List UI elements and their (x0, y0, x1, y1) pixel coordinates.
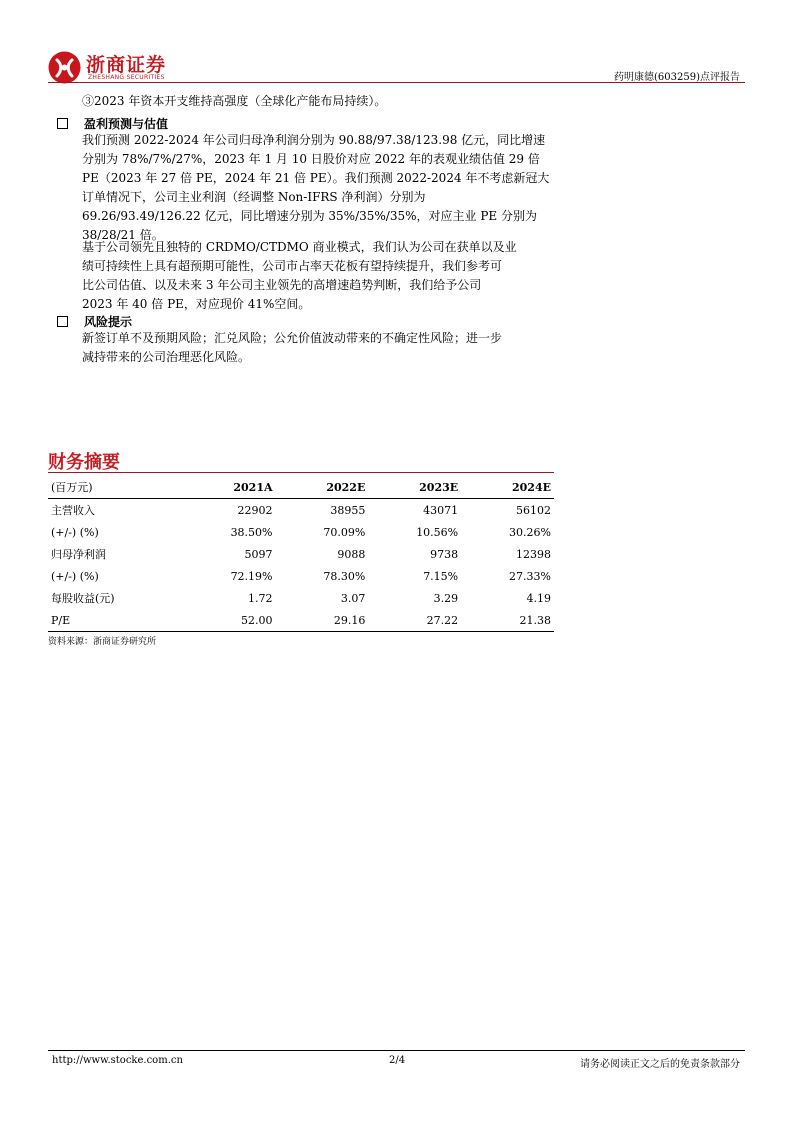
row-label: (+/-) (%) (51, 525, 99, 539)
table-cell: 38.50% (230, 525, 273, 539)
table-cell: 7.15% (423, 569, 459, 583)
table-cell: 27.33% (509, 569, 551, 583)
zheshang-logo-icon (48, 51, 81, 84)
row-label: (+/-) (%) (51, 569, 99, 583)
table-cell: 3.29 (433, 591, 459, 605)
table-cell: 3.07 (340, 591, 366, 605)
table-cell: 43071 (423, 503, 459, 517)
text-line: 新签订单不及预期风险；汇兑风险；公允价值波动带来的不确定性风险；进一步 (82, 331, 503, 345)
section-risk-title: 风险提示 (84, 315, 133, 329)
section-risk-heading (57, 313, 132, 330)
table-cell: 21.38 (461, 609, 554, 632)
footer-disclaimer: 请务必阅读正文之后的免责条款部分 (580, 1059, 740, 1070)
brand-name-cn: 浙商证券 (86, 54, 167, 76)
table-cell: 12398 (516, 547, 551, 561)
financial-summary-title: 财务摘要 (48, 452, 120, 473)
table-row (48, 587, 554, 609)
footer-divider (48, 1050, 745, 1051)
row-label: 归母净利润 (51, 548, 106, 561)
table-row (48, 543, 554, 565)
table-cell: 10.56% (416, 525, 459, 539)
table-cell: 56102 (516, 503, 551, 517)
table-cell: 27.22 (368, 609, 461, 632)
text-line: 绩可持续性上具有超预期可能性，公司市占率天花板有望持续提升，我们参考可 (82, 259, 503, 273)
valuation-paragraph-2 (82, 238, 552, 314)
header-divider (48, 82, 745, 83)
footer-website-link[interactable]: http://www.stocke.com.cn (52, 1055, 183, 1066)
table-row (48, 565, 554, 587)
table-row (48, 499, 554, 522)
data-source-note: 资料来源：浙商证券研究所 (48, 637, 157, 647)
table-header-row (48, 476, 554, 499)
table-cell: 4.19 (526, 591, 551, 605)
report-tag: 药明康德(603259)点评报告 (614, 72, 740, 83)
text-line: PE（2023 年 27 倍 PE，2024 年 21 倍 PE）。我们预测 2022-2024 年不考虑新冠大 (82, 171, 550, 185)
brand-name-en: ZHESHANG SECURITIES (88, 74, 165, 81)
table-cell: 52.00 (183, 609, 276, 632)
financial-summary-table (48, 476, 554, 632)
checkbox-bullet-icon (57, 316, 68, 327)
intro-line: ③2023 年资本开支维持高强度（全球化产能布局持续）。 (82, 94, 387, 108)
table-cell: 22902 (237, 503, 273, 517)
table-cell: 1.72 (248, 591, 273, 605)
text-line: 比公司估值、以及未来 3 年公司主业领先的高增速趋势判断，我们给予公司 (82, 278, 482, 292)
section-valuation-title: 盈利预测与估值 (84, 117, 169, 131)
text-line: 69.26/93.49/126.22 亿元，同比增速分别为 35%/35%/35%，对应主业 PE 分别为 (82, 209, 537, 223)
risk-paragraph (82, 329, 552, 367)
table-cell: 30.26% (509, 525, 551, 539)
row-label: P/E (48, 609, 183, 632)
table-cell: 5097 (244, 547, 273, 561)
text-line: 基于公司领先且独特的 CRDMO/CTDMO 商业模式，我们认为公司在获单以及业 (82, 240, 517, 254)
section-valuation-heading (57, 115, 168, 132)
column-header: 2023E (368, 476, 461, 499)
valuation-paragraph-1 (82, 131, 552, 245)
page-number: 2/4 (389, 1055, 406, 1066)
financial-summary-divider (48, 472, 554, 473)
column-header: 2021A (183, 476, 276, 499)
checkbox-bullet-icon (57, 118, 68, 129)
text-line: 2023 年 40 倍 PE，对应现价 41%空间。 (82, 297, 311, 311)
table-cell: 29.16 (276, 609, 369, 632)
table-cell: 9088 (337, 547, 366, 561)
text-line: 分别为 78%/7%/27%，2023 年 1 月 10 日股价对应 2022 年的表观业绩估值 29 倍 (82, 152, 540, 166)
row-label: 主营收入 (51, 504, 95, 517)
table-row (48, 521, 554, 543)
row-label: 每股收益(元) (51, 592, 115, 605)
text-line: 38/28/21 倍。 (82, 228, 164, 242)
table-cell: 78.30% (323, 569, 366, 583)
column-header: 2022E (276, 476, 369, 499)
text-line: 我们预测 2022-2024 年公司归母净利润分别为 90.88/97.38/123.98 亿元，同比增速 (82, 133, 546, 147)
text-line: 订单情况下，公司主业利润（经调整 Non-IFRS 净利润）分别为 (82, 190, 426, 204)
column-header: 2024E (461, 476, 554, 499)
column-header: (百万元) (48, 476, 183, 499)
table-cell: 38955 (330, 503, 366, 517)
table-cell: 70.09% (323, 525, 366, 539)
table-cell: 9738 (430, 547, 459, 561)
table-row (48, 609, 554, 632)
table-cell: 72.19% (230, 569, 273, 583)
text-line: 减持带来的公司治理恶化风险。 (82, 350, 251, 364)
